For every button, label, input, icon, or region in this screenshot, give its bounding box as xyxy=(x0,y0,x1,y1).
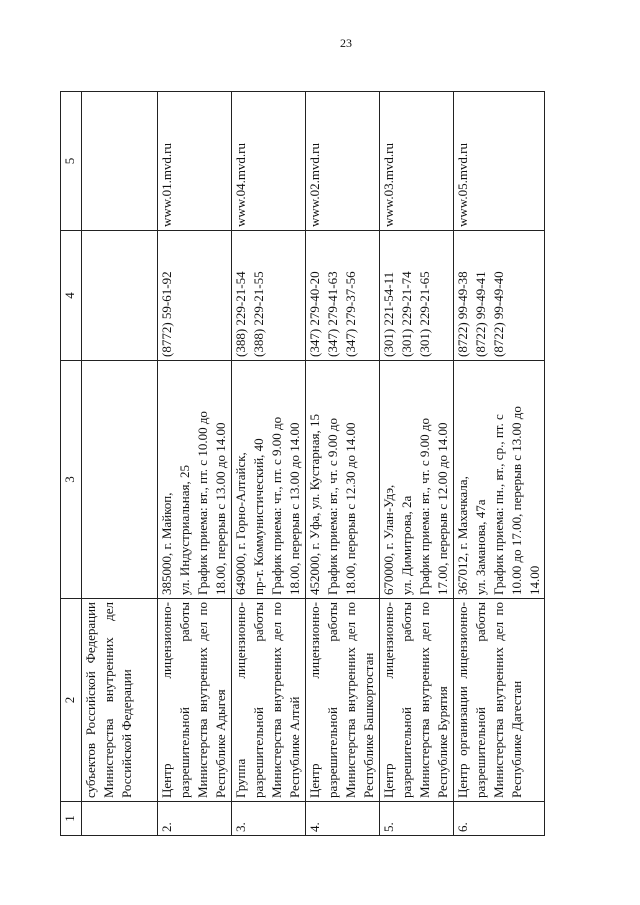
header-cell: 4 xyxy=(61,231,82,361)
address-line: График приема: вт., пт. с 10.00 до xyxy=(195,411,210,595)
phone-number: (388) 229-21-54 xyxy=(233,271,248,357)
header-cell: 2 xyxy=(61,599,82,802)
rotated-table-container xyxy=(60,92,542,836)
continuation-org-cell: субъектов Российской Федерации Министерства внутренних дел Российской Федерации xyxy=(82,599,158,802)
table-row xyxy=(232,92,306,836)
address-line: 18.00, перерыв с 13.00 до 14.00 xyxy=(213,422,228,595)
organization-cell: Группа лицензионно-разрешительной работы Министерства внутренних дел по Республике Алтай xyxy=(232,599,306,802)
phone-number: (8722) 99-49-38 xyxy=(455,271,470,357)
row-number-cell: 3. xyxy=(232,802,306,836)
continuation-site-cell xyxy=(82,92,158,231)
phone-number: (8772) 59-61-92 xyxy=(159,271,174,357)
website-link[interactable]: www.05.mvd.ru xyxy=(455,142,470,227)
address-line: пр-т. Коммунистический, 40 xyxy=(251,438,266,595)
phone-number: (347) 279-37-56 xyxy=(343,271,358,357)
address-cell xyxy=(232,361,306,599)
website-link[interactable]: www.03.mvd.ru xyxy=(381,142,396,227)
phone-cell xyxy=(158,231,232,361)
address-line: График приема: пн., вт., ср., пт. с xyxy=(491,414,506,595)
header-cell: 1 xyxy=(61,802,82,836)
address-cell xyxy=(158,361,232,599)
website-link[interactable]: www.02.mvd.ru xyxy=(307,142,322,227)
organization-cell: Центр лицензионно-разрешительной работы Министерства внутренних дел по Республике Бурятия xyxy=(380,599,454,802)
phone-number: (301) 221-54-11 xyxy=(381,271,396,357)
website-cell xyxy=(232,92,306,231)
header-cell: 5 xyxy=(61,92,82,231)
address-line: График приема: вт., чт. с 9.00 до xyxy=(417,417,432,595)
row-number-cell: 5. xyxy=(380,802,454,836)
table-body xyxy=(158,92,545,836)
continuation-num-cell xyxy=(82,802,158,836)
website-cell xyxy=(306,92,380,231)
header-row xyxy=(61,92,82,836)
phone-number: (388) 229-21-55 xyxy=(251,271,266,357)
address-line: 452000, г. Уфа, ул. Кустарная, 15 xyxy=(307,414,322,595)
address-line: 385000, г. Майкоп, xyxy=(159,492,174,595)
table-row xyxy=(454,92,545,836)
address-cell xyxy=(454,361,545,599)
phone-cell xyxy=(380,231,454,361)
website-link[interactable]: www.01.mvd.ru xyxy=(159,142,174,227)
continuation-address-cell xyxy=(82,361,158,599)
phone-number: (8722) 99-49-40 xyxy=(491,271,506,357)
row-number-cell: 2. xyxy=(158,802,232,836)
address-line: 367012, г. Махачкала, xyxy=(455,476,470,595)
page-number: 23 xyxy=(340,36,352,50)
phone-cell xyxy=(454,231,545,361)
phone-cell xyxy=(232,231,306,361)
phone-number: (301) 229-21-74 xyxy=(399,271,414,357)
address-line: 14.00 xyxy=(527,565,542,595)
website-cell xyxy=(158,92,232,231)
row-number-cell: 4. xyxy=(306,802,380,836)
row-number-cell: 6. xyxy=(454,802,545,836)
organization-cell: Центр лицензионно-разрешительной работы Министерства внутренних дел по Республике Адыгея xyxy=(158,599,232,802)
address-line: 649000, г. Горно-Алтайск, xyxy=(233,452,248,595)
website-link[interactable]: www.04.mvd.ru xyxy=(233,142,248,227)
organization-cell: Центр лицензионно-разрешительной работы Министерства внутренних дел по Республике Башкортостан xyxy=(306,599,380,802)
address-line: 17.00, перерыв с 12.00 до 14.00 xyxy=(435,422,450,595)
address-line: ул. Димитрова, 2а xyxy=(399,495,414,595)
address-line: 18.00, перерыв с 12.30 до 14.00 xyxy=(343,422,358,595)
phone-cell xyxy=(306,231,380,361)
table-row xyxy=(306,92,380,836)
address-line: График приема: чт., пт. с 9.00 до xyxy=(269,416,284,595)
phone-number: (301) 229-21-65 xyxy=(417,271,432,357)
website-cell xyxy=(380,92,454,231)
organization-cell: Центр организации лицензионно-разрешительной работы Министерства внутренних дел по Республике Дагестан xyxy=(454,599,545,802)
address-line: График приема: вт., чт. с 9.00 до xyxy=(325,417,340,595)
website-cell xyxy=(454,92,545,231)
continuation-phone-cell xyxy=(82,231,158,361)
address-cell xyxy=(306,361,380,599)
continuation-row xyxy=(82,92,158,836)
table-row xyxy=(158,92,232,836)
phone-number: (8722) 99-49-41 xyxy=(473,271,488,357)
phone-number: (347) 279-41-63 xyxy=(325,271,340,357)
address-line: 10.00 до 17.00, перерыв с 13.00 до xyxy=(509,406,524,595)
licensing-centers-table xyxy=(60,91,545,836)
address-cell xyxy=(380,361,454,599)
address-line: 670000, г. Улан-Удэ, xyxy=(381,484,396,595)
phone-number: (347) 279-40-20 xyxy=(307,271,322,357)
address-line: ул. Заманова, 47а xyxy=(473,499,488,595)
address-line: ул. Индустриальная, 25 xyxy=(177,465,192,595)
table-row xyxy=(380,92,454,836)
address-line: 18.00, перерыв с 13.00 до 14.00 xyxy=(287,422,302,595)
header-cell: 3 xyxy=(61,361,82,599)
